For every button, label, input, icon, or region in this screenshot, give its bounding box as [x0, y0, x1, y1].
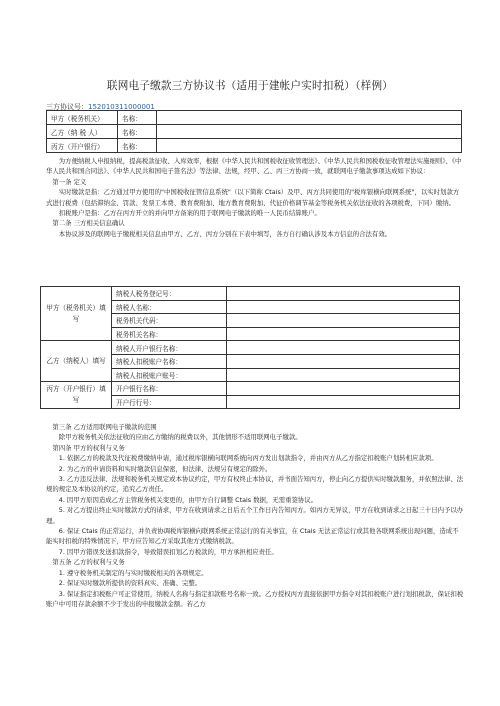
field-value-cell [227, 341, 460, 355]
field-value-cell [227, 314, 460, 328]
field-label: 纳税人名称： [112, 300, 227, 314]
table-row [41, 287, 460, 301]
document-title: 联网电子缴款三方协议书（适用于建帐户实时扣税）（样例） [106, 80, 394, 92]
info-table [40, 286, 460, 409]
intro-section [46, 156, 464, 239]
article4-item: 7. 因甲方错误发送扣款指令，导致错误扣划乙方税款的，甲方承担相应责任。 [58, 547, 278, 556]
party-cell: 乙方（纳 税 人） [47, 125, 118, 139]
field-label: 名称： [118, 125, 157, 139]
table-row [47, 125, 462, 139]
article4-item: 4. 因甲方原因造成乙方主管税务机关变更的，由甲方自行调整 Ctais 数据，无需重签协议。 [58, 495, 318, 504]
field-value-cell [227, 368, 460, 382]
articles-section [46, 422, 464, 609]
field-label: 税务机关代码： [112, 314, 227, 328]
field-label: 纳税人税务登记号： [112, 287, 227, 301]
field-value-cell [227, 300, 460, 314]
article1-paragraph: 实时缴款是指：乙方通过甲方使用的"中国税收征管信息系统"（以下简称 Ctais）及甲、丙方共同使用的"税库银横向联网系统"，以实时划款方式进行税费（包括滞纳金、罚款、发票工本费、教育费附加、地方教育费附加、代征价格调节基金等税务机关依法征收的各项税费，下同）缴纳。 [46, 188, 460, 207]
field-value-cell [227, 354, 460, 368]
field-label: 纳税人扣税账户名称： [112, 354, 227, 368]
table-row [41, 382, 460, 396]
field-value-cell [157, 125, 462, 139]
field-label: 纳税人开户银行名称： [112, 341, 227, 355]
table-row [41, 341, 460, 355]
article1-paragraph: 扣税账户是指：乙方在丙方开立的并向甲方备案的用于联网电子缴款的唯一人民币结算账户。 [58, 209, 321, 218]
field-label: 开户银行名称： [112, 382, 227, 396]
article4-item: 2. 为乙方的申请资料和实时缴款信息保密，但法律、法规另有规定的除外。 [58, 464, 272, 473]
field-value-cell [227, 395, 460, 409]
field-value-cell [227, 382, 460, 396]
agreement-number-value: 152010311000001 [88, 103, 155, 111]
table-row [47, 139, 462, 153]
article3-heading: 第三条 乙方适用联网电子缴款的范围 [52, 423, 157, 431]
party-cell: 甲方（税务机关）填写 [41, 287, 112, 341]
field-label: 开户行行号： [112, 395, 227, 409]
article5-item: 3. 保证指定扣税账户可正常使用，纳税人名称与指定扣款账号名称一致。乙方授权丙方直接依据甲方指令对其扣税账户进行划扣税款，保证扣税账户中可用存款余额不少于发出的申报缴款金额。若乙方 [46, 589, 464, 608]
field-label: 名称： [118, 139, 157, 153]
article5-item: 2. 保证实时缴款所提供的资料真实、准确、完整。 [58, 579, 202, 588]
article4-item: 6. 保证 Ctais 的正常运行，并负责协调税库银横向联网系统正常运行的有关事宜，在 Ctais 无法正常运行或其他各联网系统出现问题，造成不能实时扣税的特殊情况下，甲方应告知乙方采取其他方式缴纳税款。 [46, 527, 459, 546]
field-label: 名称： [118, 111, 157, 125]
party-cell: 丙方（开户银行）填写 [41, 382, 112, 409]
intro-paragraph: 为方便纳税人申报纳税，提高税款征收、入库效率，根据《中华人民共和国税收征收管理法》、《中华人民共和国税收征收管理法实施细则》、《中华人民共和国合同法》、《中华人民共和国电子签名法》等法律、法规，经甲、乙、丙三方协商一致，就联网电子缴款事项达成如下协议： [46, 157, 462, 176]
field-value-cell [227, 327, 460, 341]
field-value-cell [157, 139, 462, 153]
article2-paragraph: 本协议涉及的联网电子缴税相关信息由甲方、乙方、丙方分别在下表中填写，各方自行确认涉及本方信息的合法有效。 [58, 229, 392, 238]
article3-paragraph: 除甲方税务机关依法征收的应由乙方缴纳的税费以外，其他情形不适用联网电子缴款。 [58, 433, 302, 442]
article5-item: 1. 遵守税务机关制定的与实时缴税相关的各项规定。 [58, 568, 208, 577]
agreement-number-label: 三方协议号： [46, 103, 88, 111]
field-value-cell [157, 111, 462, 125]
article4-item: 5. 对乙方提出终止实时缴款方式的请求，甲方在收到请求之日后五个工作日内告知丙方。如丙方无异议，甲方在收到请求之日起三十日内予以办理。 [46, 506, 464, 525]
party-cell: 丙方（开户银行） [47, 139, 118, 153]
article1-heading: 第一条 定义 [52, 177, 87, 186]
field-label: 纳税人扣税账户账号： [112, 368, 227, 382]
field-label: 税务机关名称： [112, 327, 227, 341]
party-cell: 甲方（税务机关） [47, 111, 118, 125]
article4-heading: 第四条 甲方的权利与义务 [52, 443, 125, 452]
field-value-cell [227, 287, 460, 301]
article4-item: 3. 乙方违反法律、法规和税务机关规定或本协议约定，甲方有权终止本协议，并书面告知丙方，停止向乙方提供实时缴款服务，并依照法律、法规的规定及本协议的约定，追究乙方责任。 [46, 475, 464, 494]
article5-heading: 第五条 乙方的权利与义务 [52, 558, 125, 567]
party-cell: 乙方（纳税人）填写 [41, 341, 112, 382]
table-row [47, 111, 462, 125]
article2-heading: 第二条 三方相关信息确认 [52, 219, 125, 228]
article4-item: 1. 依据乙方的税款及代征税费缴纳申请，通过税库银横向联网系统向丙方发出划款指令，并由丙方从乙方指定扣税账户划转相应款项。 [58, 454, 438, 463]
parties-table [46, 110, 462, 153]
